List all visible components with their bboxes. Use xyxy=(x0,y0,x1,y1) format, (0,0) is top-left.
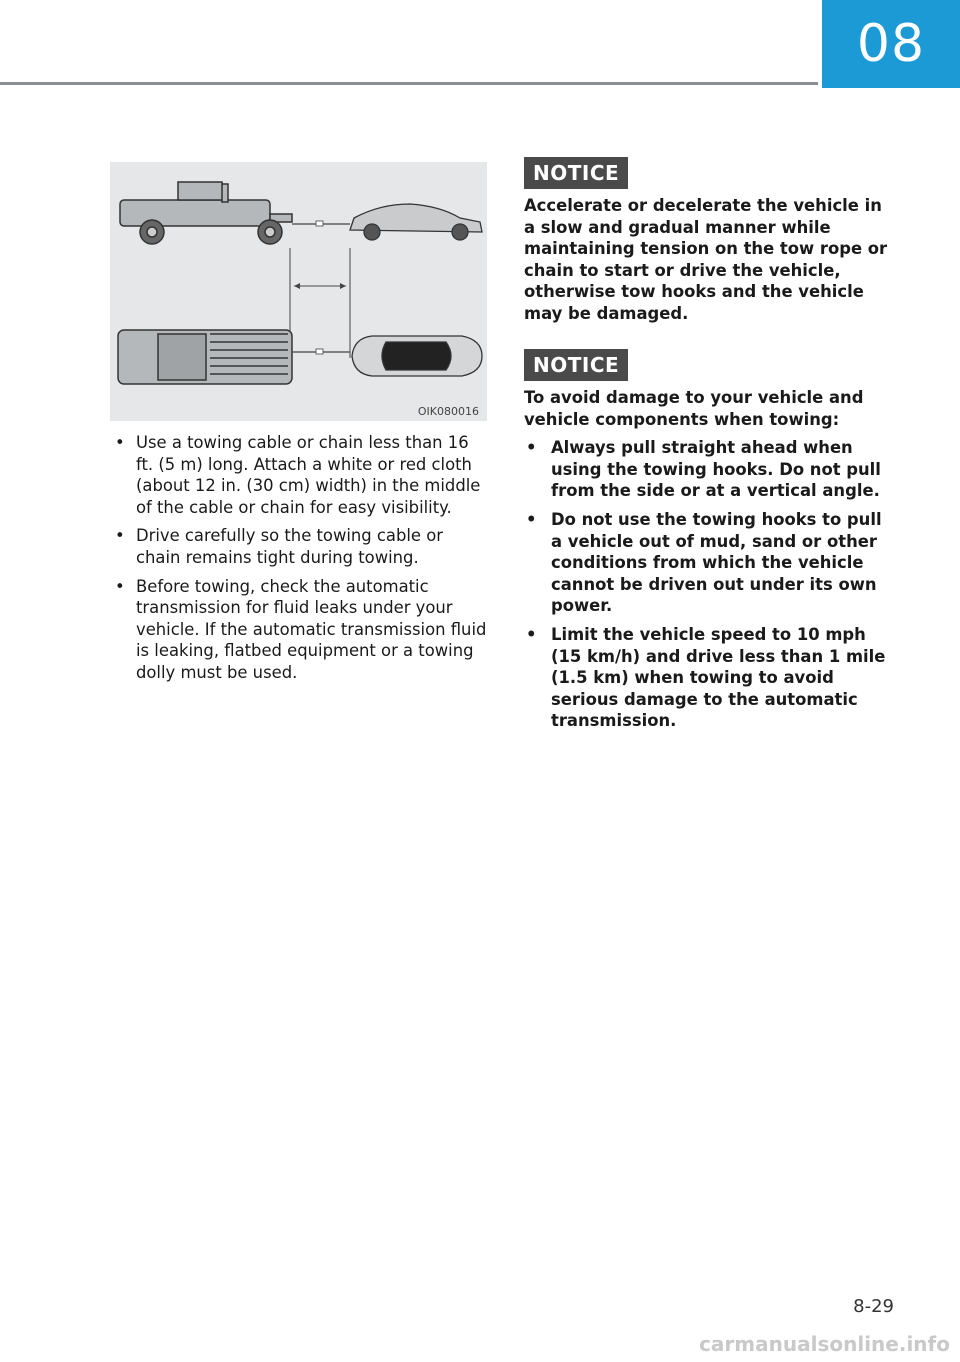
towing-instructions-list xyxy=(115,432,489,691)
list-item: • Drive carefully so the towing cable or chain remains tight during towing. xyxy=(115,525,489,568)
tow-truck-top xyxy=(118,330,292,384)
towing-illustration xyxy=(110,162,487,421)
watermark: carmanualsonline.info xyxy=(699,1332,950,1356)
list-item: • Always pull straight ahead when using the towing hooks. Do not pull from the side or at a vertical angle. xyxy=(524,437,890,502)
list-item: • Use a towing cable or chain less than 16 ft. (5 m) long. Attach a white or red cloth (about 12 in. (30 cm) width) in the middle of the cable or chain for easy visibility. xyxy=(115,432,489,518)
sedan-side xyxy=(350,204,482,240)
figure-code: OIK080016 xyxy=(417,405,479,418)
notice-intro: To avoid damage to your vehicle and vehicle components when towing: xyxy=(524,388,864,429)
list-item: • Before towing, check the automatic transmission for fluid leaks under your vehicle. If the automatic transmission fluid is leaking, flatbed equipment or a towing dolly must be used. xyxy=(115,576,489,684)
list-item: • Limit the vehicle speed to 10 mph (15 km/h) and drive less than 1 mile (1.5 km) when towing to avoid serious damage to the automatic transmission. xyxy=(524,624,890,732)
list-item: • Do not use the towing hooks to pull a vehicle out of mud, sand or other conditions from which the vehicle cannot be driven out under its own power. xyxy=(524,509,890,617)
notice-label: NOTICE xyxy=(524,349,628,381)
header-rule xyxy=(0,82,818,85)
page-number: 8-29 xyxy=(853,1296,894,1317)
notice-block-1 xyxy=(524,157,890,325)
notice-text: Accelerate or decelerate the vehicle in a slow and gradual manner while maintaining tension on the tow rope or chain to start or drive the vehicle, otherwise tow hooks and the vehicle may be damaged. xyxy=(524,196,888,323)
sedan-top xyxy=(352,336,482,376)
tow-truck-side xyxy=(120,182,292,244)
chapter-number: 08 xyxy=(856,14,926,74)
notice-label: NOTICE xyxy=(524,157,628,189)
towing-diagram xyxy=(110,162,487,421)
notice-block-2 xyxy=(524,349,890,732)
chapter-tab xyxy=(822,0,960,88)
